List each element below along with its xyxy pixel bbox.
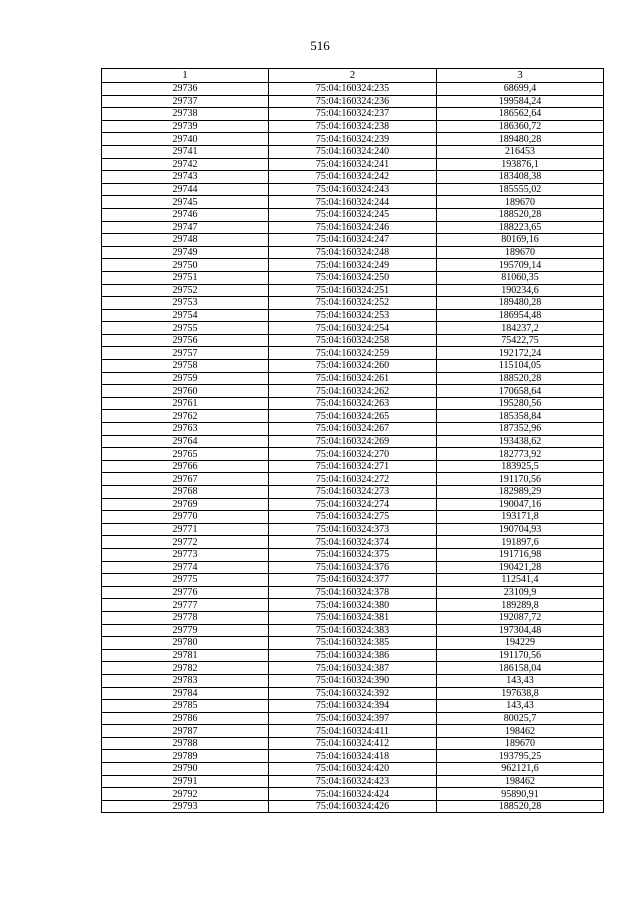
cadastral-number-cell: 75:04:160324:263 (269, 397, 437, 410)
record-number-cell: 29774 (102, 561, 269, 574)
registry-table (101, 68, 604, 813)
value-cell: 192087,72 (437, 611, 604, 624)
cadastral-number-cell: 75:04:160324:426 (269, 800, 437, 813)
table-row (102, 473, 604, 486)
record-number-cell: 29748 (102, 234, 269, 247)
table-row (102, 196, 604, 209)
record-number-cell: 29765 (102, 448, 269, 461)
record-number-cell: 29747 (102, 221, 269, 234)
cadastral-number-cell: 75:04:160324:274 (269, 498, 437, 511)
cadastral-number-cell: 75:04:160324:245 (269, 208, 437, 221)
value-cell: 198462 (437, 775, 604, 788)
cadastral-number-cell: 75:04:160324:387 (269, 662, 437, 675)
record-number-cell: 29769 (102, 498, 269, 511)
record-number-cell: 29763 (102, 423, 269, 436)
record-number-cell: 29792 (102, 788, 269, 801)
table-row (102, 788, 604, 801)
value-cell: 962121,6 (437, 763, 604, 776)
cadastral-number-cell: 75:04:160324:423 (269, 775, 437, 788)
table-row (102, 284, 604, 297)
cadastral-number-cell: 75:04:160324:259 (269, 347, 437, 360)
cadastral-number-cell: 75:04:160324:261 (269, 372, 437, 385)
record-number-cell: 29744 (102, 183, 269, 196)
record-number-cell: 29741 (102, 145, 269, 158)
table-row (102, 221, 604, 234)
cadastral-number-cell: 75:04:160324:386 (269, 649, 437, 662)
record-number-cell: 29759 (102, 372, 269, 385)
table-row (102, 662, 604, 675)
value-cell: 186360,72 (437, 120, 604, 133)
value-cell: 194229 (437, 637, 604, 650)
cadastral-number-cell: 75:04:160324:236 (269, 95, 437, 108)
cadastral-number-cell: 75:04:160324:374 (269, 536, 437, 549)
value-cell: 182989,29 (437, 486, 604, 499)
value-cell: 188520,28 (437, 372, 604, 385)
column-header-3: 3 (437, 69, 604, 83)
table-row (102, 700, 604, 713)
value-cell: 191170,56 (437, 649, 604, 662)
record-number-cell: 29775 (102, 574, 269, 587)
value-cell: 95890,91 (437, 788, 604, 801)
cadastral-number-cell: 75:04:160324:242 (269, 171, 437, 184)
value-cell: 187352,96 (437, 423, 604, 436)
table-row (102, 800, 604, 813)
value-cell: 188223,65 (437, 221, 604, 234)
record-number-cell: 29789 (102, 750, 269, 763)
record-number-cell: 29742 (102, 158, 269, 171)
record-number-cell: 29768 (102, 486, 269, 499)
table-header (102, 69, 604, 83)
value-cell: 143,43 (437, 700, 604, 713)
cadastral-number-cell: 75:04:160324:424 (269, 788, 437, 801)
cadastral-number-cell: 75:04:160324:262 (269, 385, 437, 398)
header-row (102, 69, 604, 83)
record-number-cell: 29783 (102, 674, 269, 687)
value-cell: 195709,14 (437, 259, 604, 272)
table-row (102, 397, 604, 410)
cadastral-number-cell: 75:04:160324:241 (269, 158, 437, 171)
record-number-cell: 29780 (102, 637, 269, 650)
value-cell: 183408,38 (437, 171, 604, 184)
table-row (102, 234, 604, 247)
cadastral-number-cell: 75:04:160324:377 (269, 574, 437, 587)
record-number-cell: 29772 (102, 536, 269, 549)
table-row (102, 108, 604, 121)
record-number-cell: 29758 (102, 360, 269, 373)
cadastral-number-cell: 75:04:160324:269 (269, 435, 437, 448)
cadastral-number-cell: 75:04:160324:420 (269, 763, 437, 776)
value-cell: 81060,35 (437, 271, 604, 284)
record-number-cell: 29786 (102, 712, 269, 725)
record-number-cell: 29749 (102, 246, 269, 259)
record-number-cell: 29755 (102, 322, 269, 335)
cadastral-number-cell: 75:04:160324:373 (269, 523, 437, 536)
cadastral-number-cell: 75:04:160324:251 (269, 284, 437, 297)
value-cell: 189289,8 (437, 599, 604, 612)
table-row (102, 158, 604, 171)
cadastral-number-cell: 75:04:160324:397 (269, 712, 437, 725)
column-header-2: 2 (269, 69, 437, 83)
cadastral-number-cell: 75:04:160324:376 (269, 561, 437, 574)
cadastral-number-cell: 75:04:160324:378 (269, 586, 437, 599)
record-number-cell: 29753 (102, 297, 269, 310)
value-cell: 68699,4 (437, 83, 604, 96)
value-cell: 112541,4 (437, 574, 604, 587)
table-row (102, 372, 604, 385)
record-number-cell: 29750 (102, 259, 269, 272)
table-row (102, 511, 604, 524)
record-number-cell: 29761 (102, 397, 269, 410)
record-number-cell: 29738 (102, 108, 269, 121)
table-row (102, 523, 604, 536)
cadastral-number-cell: 75:04:160324:275 (269, 511, 437, 524)
record-number-cell: 29785 (102, 700, 269, 713)
record-number-cell: 29740 (102, 133, 269, 146)
record-number-cell: 29767 (102, 473, 269, 486)
table-row (102, 599, 604, 612)
cadastral-number-cell: 75:04:160324:380 (269, 599, 437, 612)
table-row (102, 624, 604, 637)
table-row (102, 120, 604, 133)
record-number-cell: 29791 (102, 775, 269, 788)
table-row (102, 183, 604, 196)
record-number-cell: 29784 (102, 687, 269, 700)
value-cell: 191897,6 (437, 536, 604, 549)
record-number-cell: 29766 (102, 460, 269, 473)
table-row (102, 360, 604, 373)
value-cell: 193876,1 (437, 158, 604, 171)
page-number: 516 (310, 38, 330, 53)
record-number-cell: 29777 (102, 599, 269, 612)
table-row (102, 95, 604, 108)
record-number-cell: 29776 (102, 586, 269, 599)
table-row (102, 145, 604, 158)
record-number-cell: 29736 (102, 83, 269, 96)
value-cell: 198462 (437, 725, 604, 738)
table-row (102, 309, 604, 322)
record-number-cell: 29773 (102, 548, 269, 561)
column-header-1: 1 (102, 69, 269, 83)
value-cell: 184237,2 (437, 322, 604, 335)
value-cell: 186954,48 (437, 309, 604, 322)
table-row (102, 171, 604, 184)
cadastral-number-cell: 75:04:160324:252 (269, 297, 437, 310)
cadastral-number-cell: 75:04:160324:383 (269, 624, 437, 637)
cadastral-number-cell: 75:04:160324:238 (269, 120, 437, 133)
cadastral-number-cell: 75:04:160324:418 (269, 750, 437, 763)
value-cell: 188520,28 (437, 800, 604, 813)
record-number-cell: 29782 (102, 662, 269, 675)
table-row (102, 687, 604, 700)
table-row (102, 586, 604, 599)
record-number-cell: 29788 (102, 737, 269, 750)
table-body (102, 83, 604, 813)
record-number-cell: 29760 (102, 385, 269, 398)
table-row (102, 611, 604, 624)
value-cell: 186158,04 (437, 662, 604, 675)
cadastral-number-cell: 75:04:160324:270 (269, 448, 437, 461)
record-number-cell: 29739 (102, 120, 269, 133)
cadastral-number-cell: 75:04:160324:248 (269, 246, 437, 259)
table-row (102, 498, 604, 511)
record-number-cell: 29764 (102, 435, 269, 448)
value-cell: 185555,02 (437, 183, 604, 196)
record-number-cell: 29770 (102, 511, 269, 524)
table-row (102, 271, 604, 284)
cadastral-number-cell: 75:04:160324:265 (269, 410, 437, 423)
cadastral-number-cell: 75:04:160324:375 (269, 548, 437, 561)
value-cell: 182773,92 (437, 448, 604, 461)
record-number-cell: 29752 (102, 284, 269, 297)
cadastral-number-cell: 75:04:160324:237 (269, 108, 437, 121)
record-number-cell: 29746 (102, 208, 269, 221)
cadastral-number-cell: 75:04:160324:394 (269, 700, 437, 713)
cadastral-number-cell: 75:04:160324:254 (269, 322, 437, 335)
table-row (102, 561, 604, 574)
table-row (102, 775, 604, 788)
value-cell: 80169,16 (437, 234, 604, 247)
record-number-cell: 29778 (102, 611, 269, 624)
table-row (102, 637, 604, 650)
value-cell: 189670 (437, 196, 604, 209)
table-row (102, 574, 604, 587)
table-row (102, 737, 604, 750)
value-cell: 191170,56 (437, 473, 604, 486)
cadastral-number-cell: 75:04:160324:385 (269, 637, 437, 650)
table-row (102, 410, 604, 423)
cadastral-number-cell: 75:04:160324:244 (269, 196, 437, 209)
value-cell: 183925,5 (437, 460, 604, 473)
value-cell: 75422,75 (437, 334, 604, 347)
value-cell: 193438,62 (437, 435, 604, 448)
value-cell: 191716,98 (437, 548, 604, 561)
record-number-cell: 29781 (102, 649, 269, 662)
value-cell: 143,43 (437, 674, 604, 687)
value-cell: 195280,56 (437, 397, 604, 410)
cadastral-number-cell: 75:04:160324:273 (269, 486, 437, 499)
table-row (102, 486, 604, 499)
cadastral-number-cell: 75:04:160324:240 (269, 145, 437, 158)
cadastral-number-cell: 75:04:160324:235 (269, 83, 437, 96)
table-row (102, 763, 604, 776)
table-row (102, 208, 604, 221)
value-cell: 197304,48 (437, 624, 604, 637)
cadastral-number-cell: 75:04:160324:392 (269, 687, 437, 700)
value-cell: 193795,25 (437, 750, 604, 763)
value-cell: 188520,28 (437, 208, 604, 221)
value-cell: 115104,05 (437, 360, 604, 373)
cadastral-number-cell: 75:04:160324:258 (269, 334, 437, 347)
cadastral-number-cell: 75:04:160324:381 (269, 611, 437, 624)
cadastral-number-cell: 75:04:160324:260 (269, 360, 437, 373)
cadastral-number-cell: 75:04:160324:250 (269, 271, 437, 284)
cadastral-number-cell: 75:04:160324:267 (269, 423, 437, 436)
table-row (102, 246, 604, 259)
table-row (102, 322, 604, 335)
record-number-cell: 29762 (102, 410, 269, 423)
record-number-cell: 29793 (102, 800, 269, 813)
record-number-cell: 29771 (102, 523, 269, 536)
value-cell: 80025,7 (437, 712, 604, 725)
table-row (102, 259, 604, 272)
table-row (102, 674, 604, 687)
value-cell: 170658,64 (437, 385, 604, 398)
table-row (102, 347, 604, 360)
value-cell: 189670 (437, 737, 604, 750)
table-row (102, 750, 604, 763)
table-row (102, 548, 604, 561)
cadastral-number-cell: 75:04:160324:271 (269, 460, 437, 473)
cadastral-number-cell: 75:04:160324:249 (269, 259, 437, 272)
value-cell: 189480,28 (437, 297, 604, 310)
record-number-cell: 29737 (102, 95, 269, 108)
cadastral-number-cell: 75:04:160324:411 (269, 725, 437, 738)
table-row (102, 133, 604, 146)
cadastral-number-cell: 75:04:160324:412 (269, 737, 437, 750)
value-cell: 190421,28 (437, 561, 604, 574)
record-number-cell: 29756 (102, 334, 269, 347)
cadastral-number-cell: 75:04:160324:390 (269, 674, 437, 687)
record-number-cell: 29779 (102, 624, 269, 637)
value-cell: 193171,8 (437, 511, 604, 524)
value-cell: 190047,16 (437, 498, 604, 511)
table-row (102, 334, 604, 347)
record-number-cell: 29743 (102, 171, 269, 184)
cadastral-number-cell: 75:04:160324:243 (269, 183, 437, 196)
cadastral-number-cell: 75:04:160324:272 (269, 473, 437, 486)
record-number-cell: 29745 (102, 196, 269, 209)
table-row (102, 83, 604, 96)
record-number-cell: 29790 (102, 763, 269, 776)
value-cell: 216453 (437, 145, 604, 158)
table-row (102, 435, 604, 448)
value-cell: 189480,28 (437, 133, 604, 146)
value-cell: 189670 (437, 246, 604, 259)
table-row (102, 712, 604, 725)
value-cell: 23109,9 (437, 586, 604, 599)
value-cell: 190234,6 (437, 284, 604, 297)
cadastral-number-cell: 75:04:160324:247 (269, 234, 437, 247)
record-number-cell: 29787 (102, 725, 269, 738)
value-cell: 186562,64 (437, 108, 604, 121)
value-cell: 185358,84 (437, 410, 604, 423)
cadastral-number-cell: 75:04:160324:253 (269, 309, 437, 322)
record-number-cell: 29754 (102, 309, 269, 322)
table-row (102, 460, 604, 473)
record-number-cell: 29751 (102, 271, 269, 284)
value-cell: 197638,8 (437, 687, 604, 700)
table-row (102, 385, 604, 398)
value-cell: 190704,93 (437, 523, 604, 536)
table-row (102, 448, 604, 461)
record-number-cell: 29757 (102, 347, 269, 360)
cadastral-number-cell: 75:04:160324:239 (269, 133, 437, 146)
table-row (102, 649, 604, 662)
value-cell: 199584,24 (437, 95, 604, 108)
table-row (102, 536, 604, 549)
value-cell: 192172,24 (437, 347, 604, 360)
table-row (102, 725, 604, 738)
table-row (102, 423, 604, 436)
table-row (102, 297, 604, 310)
cadastral-number-cell: 75:04:160324:246 (269, 221, 437, 234)
